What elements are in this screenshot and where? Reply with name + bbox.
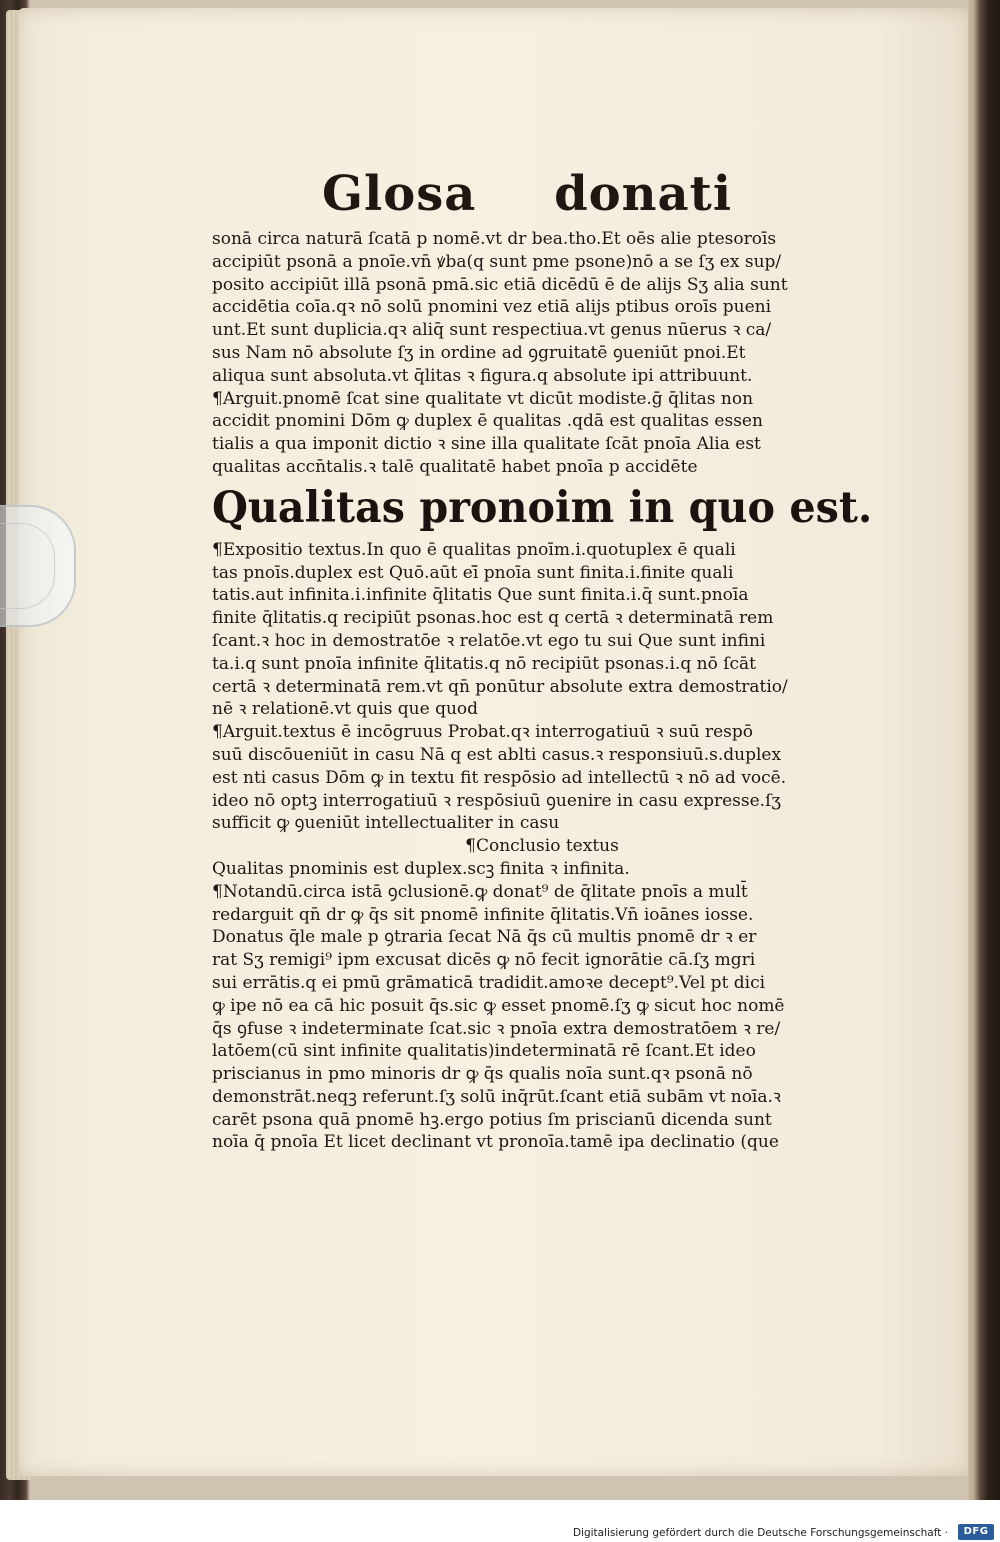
text-line: est nti casus Dōm ꝙ in textu fit respōsio ad intellectū ꝛ nō ad vocē. — [212, 767, 787, 788]
running-title: Glosa donati — [322, 166, 733, 222]
text-line: nē ꝛ relationē.vt quis que quod — [212, 699, 479, 720]
book-binding-edge — [968, 0, 1000, 1500]
text-line: finite q̄litatis.q recipiūt psonas.hoc est q certā ꝛ determinatā rem — [212, 608, 774, 629]
text-line: noīa q̄ pnoīa Et licet declinant vt pronoīa.tamē ipa declinatio (que — [212, 1132, 779, 1153]
text-line: ideo nō optꝫ interrogatiuū ꝛ respōsiuū ꝯuenire in casu expresse.ſʒ — [212, 790, 781, 811]
text-line: ¶Arguit.textus ē incōgruus Probat.qꝛ interrogatiuū ꝛ suū respō — [212, 722, 754, 743]
text-line: priscianus in pmo minoris dr ꝙ q̄s qualis noīa sunt.qꝛ psonā nō — [212, 1064, 753, 1085]
text-line: ¶Expositio textus.In quo ē qualitas pnoīm.i.quotuplex ē quali — [212, 539, 736, 560]
text-line: latōem(cū sint infinite qualitatis)indeterminatā rē ſcant.Et ideo — [212, 1041, 756, 1062]
text-line: ¶Notandū.circa istā ꝯclusionē.ꝙ donat⁹ de q̄litate pnoīs a mult̄ — [212, 881, 748, 902]
text-line: ꝙ ipe nō ea cā hic posuit q̄s.sic ꝙ esset pnomē.ſʒ ꝙ sicut hoc nomē — [212, 995, 785, 1016]
text-line: suū discōueniūt in casu Nā q est ablti casus.ꝛ responsiuū.s.duplex — [212, 744, 782, 765]
text-line: Qualitas pnominis est duplex.scꝫ finita ꝛ infinita. — [212, 858, 630, 879]
text-line: tas pnoīs.duplex est Quō.aūt eī̄ pnoīa sunt finita.i.finite quali — [212, 562, 734, 583]
section-heading: Qualitas pronoim in quo est. — [212, 482, 873, 533]
text-group-after-heading — [212, 539, 872, 835]
text-line: rat Sʒ remigi⁹ ipm excusat dicēs ꝙ nō fecit ignorātie cā.ſʒ mgri — [212, 950, 756, 971]
text-line: qualitas accn̄talis.ꝛ talē qualitatē habet pnoīa p accidēte — [212, 456, 698, 477]
text-line: sonā circa naturā ſcatā p nomē.vt dr bea.tho.Et oēs alie ptesoroīs — [212, 229, 777, 249]
conclusion-title: ¶Conclusio textus — [465, 836, 619, 857]
text-line: accidētia coīa.qꝛ nō solū pnomini vez etiā alijs ptibus oroīs pueni — [212, 297, 772, 318]
bookmark-clip — [0, 505, 76, 627]
bookmark-clip-inner — [0, 523, 55, 609]
text-line: ſcant.ꝛ hoc in demostratōe ꝛ relatōe.vt ego tu sui Que sunt infini — [212, 630, 766, 651]
footer-credit: Digitalisierung gefördert durch die Deutsche Forschungsgemeinschaft · — [572, 1527, 948, 1539]
text-line: unt.Et sunt duplicia.qꝛ aliq̄ sunt respectiua.vt genus nūerus ꝛ ca/ — [212, 320, 772, 341]
text-line: certā ꝛ determinatā rem.vt qn̄ ponūtur absolute extra demostratio/ — [212, 676, 788, 697]
text-line: q̄s ꝯfuse ꝛ indeterminate ſcat.sic ꝛ pnoīa extra demostratōem ꝛ re/ — [212, 1018, 781, 1039]
text-group-before-heading — [212, 228, 872, 479]
text-line: accidit pnomini Dōm ꝙ duplex ē qualitas .qdā est qualitas essen — [212, 411, 763, 432]
text-line: tatis.aut infinita.i.infinite q̄litatis Que sunt finita.i.q̄ sunt.pnoīa — [212, 585, 749, 606]
text-line: sus Nam nō absolute ſʒ in ordine ad ꝯgruitatē ꝯueniūt pnoi.Et — [212, 342, 746, 363]
text-line: carēt psona quā pnomē hꝫ.ergo potius ſm priscianū dicenda sunt — [212, 1109, 772, 1130]
text-line: tialis a qua imponit dictio ꝛ sine illa qualitate ſcāt pnoīa Alia est — [212, 434, 761, 455]
text-line: accipiūt psonā a pnoīe.vn̄ ꝟba(q sunt pme psone)nō a se ſʒ ex sup/ — [212, 251, 782, 272]
text-line: sui errātis.q ei pmū grāmaticā tradidit.amoꝛe decept⁹.Vel pt dici — [212, 972, 766, 993]
text-line: redarguit qn̄ dr ꝙ q̄s sit pnomē infinite q̄litatis.Vn̄ ioānes iosse. — [212, 904, 754, 925]
dfg-logo: DFG — [958, 1524, 994, 1540]
text-line: ta.i.q sunt pnoīa infinite q̄litatis.q nō recipiūt psonas.i.q nō ſcāt — [212, 653, 756, 674]
text-line: aliqua sunt absoluta.vt q̄litas ꝛ figura.q absolute ipi attribuunt. — [212, 365, 753, 386]
text-line: sufficit ꝙ ꝯueniūt intellectualiter in casu — [212, 813, 560, 834]
text-block — [212, 228, 872, 1154]
text-line: posito accipiūt illā psonā pmā.sic etiā dicēdū ē de alijs Sʒ alia sunt — [212, 274, 788, 295]
text-line: demonstrāt.neqꝫ referunt.ſʒ solū inq̄rūt.ſcant etiā subām vt noīa.ꝛ — [212, 1086, 781, 1107]
text-group-after-conclusion — [212, 858, 872, 1154]
text-line: Donatus q̄le male p ꝯtraria ſecat Nā q̄s cū multis pnomē dr ꝛ er — [212, 927, 757, 948]
text-line: ¶Arguit.pnomē ſcat sine qualitate vt dicūt modiste.ḡ q̄litas non — [212, 388, 754, 409]
